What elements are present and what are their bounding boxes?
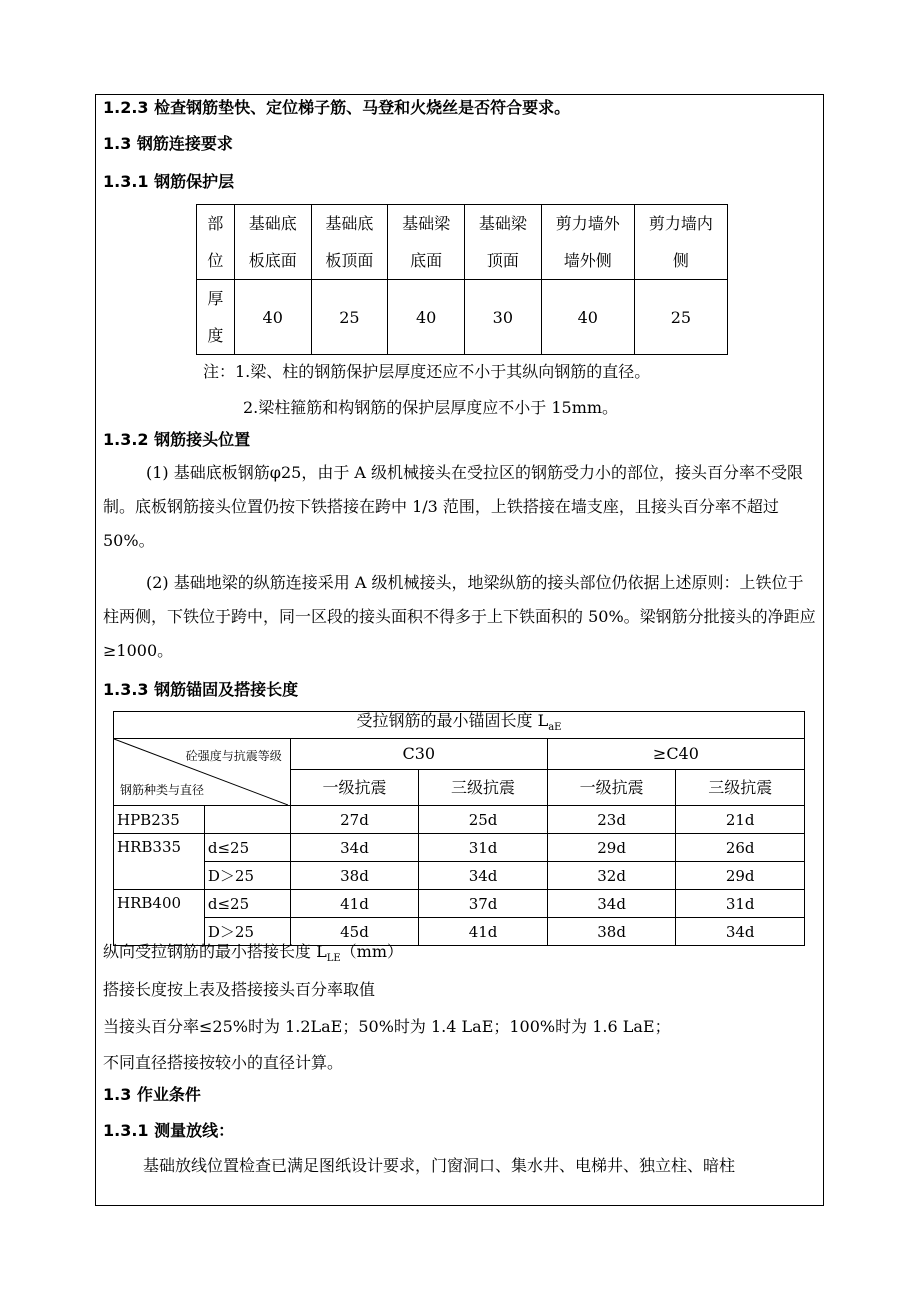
steel-type: HRB400 [114,890,205,946]
table-row [114,890,805,918]
value-cell: 21d [676,806,805,834]
value-cell: 31d [419,834,548,862]
value-cell: 40 [234,280,311,355]
value-cell: 29d [676,862,805,890]
row-label-thickness: 厚 度 [197,280,235,355]
value-cell: 31d [676,890,805,918]
header-cell: 剪力墙内 侧 [634,205,727,280]
level-cell: 三级抗震 [419,770,548,806]
diag-top-label: 砼强度与抗震等级 [185,749,282,763]
value-cell: 34d [676,918,805,946]
steel-type: HPB235 [114,806,205,834]
diameter: D＞25 [204,862,290,890]
note-2: 2.梁柱箍筋和构钢筋的保护层厚度应不小于 15mm。 [243,398,619,417]
joint-paragraph-1: (1) 基础底板钢筋φ25，由于 A 级机械接头在受拉区的钢筋受力小的部位，接头百分率不受限制。底板钢筋接头位置仍按下铁搭接在跨中 1/3 范围，上铁搭接在墙支座，且接头百分率不超过 50%。 [103,463,804,550]
value-cell: 34d [290,834,419,862]
survey-paragraph: 基础放线位置检查已满足图纸设计要求，门窗洞口、集水井、电梯井、独立柱、暗柱 [143,1156,736,1175]
value-cell: 26d [676,834,805,862]
header-cell: 基础梁 底面 [388,205,465,280]
table-row [114,834,805,862]
steel-type: HRB335 [114,834,205,890]
value-cell: 25d [419,806,548,834]
diameter: d≤25 [204,890,290,918]
table-row [197,280,728,355]
table-row [114,712,805,739]
joint-paragraph-2: (2) 基础地梁的纵筋连接采用 A 级机械接头，地梁纵筋的接头部位仍依据上述原则：上铁位于柱两侧，下铁位于跨中，同一区段的接头面积不得多于上下铁面积的 50%。梁钢筋分批接头的净距应≥1000。 [103,573,816,660]
lap-diameter-rule: 不同直径搭接按较小的直径计算。 [103,1053,344,1072]
value-cell: 41d [419,918,548,946]
value-cell: 25 [634,280,727,355]
header-cell: 基础底 板底面 [234,205,311,280]
value-cell: 29d [547,834,676,862]
lap-percentage-rule: 当接头百分率≤25%时为 1.2LaE；50%时为 1.4 LaE；100%时为 1.6 LaE； [103,1017,671,1036]
value-cell: 40 [541,280,634,355]
heading-1-2-3: 1.2.3 检查钢筋垫快、定位梯子筋、马登和火烧丝是否符合要求。 [103,98,571,117]
note-1: 注：1.梁、柱的钢筋保护层厚度还应不小于其纵向钢筋的直径。 [203,362,651,381]
value-cell: 38d [547,918,676,946]
table-row [114,739,805,770]
level-cell: 一级抗震 [547,770,676,806]
heading-1-3-2: 1.3.2 钢筋接头位置 [103,430,251,449]
heading-1-3-work: 1.3 作业条件 [103,1085,201,1104]
lap-length-title: 纵向受拉钢筋的最小搭接长度 $L_{LE}(mm)$ [103,942,404,965]
value-cell: 30 [465,280,542,355]
value-cell: 41d [290,890,419,918]
level-cell: 三级抗震 [676,770,805,806]
heading-1-3-1-survey: 1.3.1 测量放线： [103,1121,235,1140]
cover-thickness-table [196,204,728,355]
grade-c40: ≥C40 [547,739,804,770]
diag-bottom-label: 钢筋种类与直径 [120,783,205,797]
heading-1-3-1: 1.3.1 钢筋保护层 [103,172,235,191]
value-cell: 38d [290,862,419,890]
diameter: d≤25 [204,834,290,862]
level-cell: 一级抗震 [290,770,419,806]
value-cell: 34d [419,862,548,890]
table-title: 受拉钢筋的最小锚固长度 $L_{aE}$ [114,712,805,739]
grade-c30: C30 [290,739,547,770]
header-cell: 剪力墙外 墙外侧 [541,205,634,280]
value-cell: 25 [311,280,388,355]
lap-length-note: 搭接长度按上表及搭接接头百分率取值 [103,980,376,999]
diameter [204,806,290,834]
diagonal-header-cell [114,739,291,806]
value-cell: 27d [290,806,419,834]
header-cell: 基础梁 顶面 [465,205,542,280]
value-cell: 37d [419,890,548,918]
value-cell: 32d [547,862,676,890]
anchorage-length-table [113,711,805,946]
table-row [114,806,805,834]
diameter: D＞25 [204,918,290,946]
value-cell: 40 [388,280,465,355]
heading-1-3-3: 1.3.3 钢筋锚固及搭接长度 [103,680,299,699]
value-cell: 45d [290,918,419,946]
value-cell: 34d [547,890,676,918]
header-cell: 基础底 板顶面 [311,205,388,280]
table-row [197,205,728,280]
value-cell: 23d [547,806,676,834]
row-label-position: 部 位 [197,205,235,280]
table-row [114,862,805,890]
heading-1-3: 1.3 钢筋连接要求 [103,134,233,153]
